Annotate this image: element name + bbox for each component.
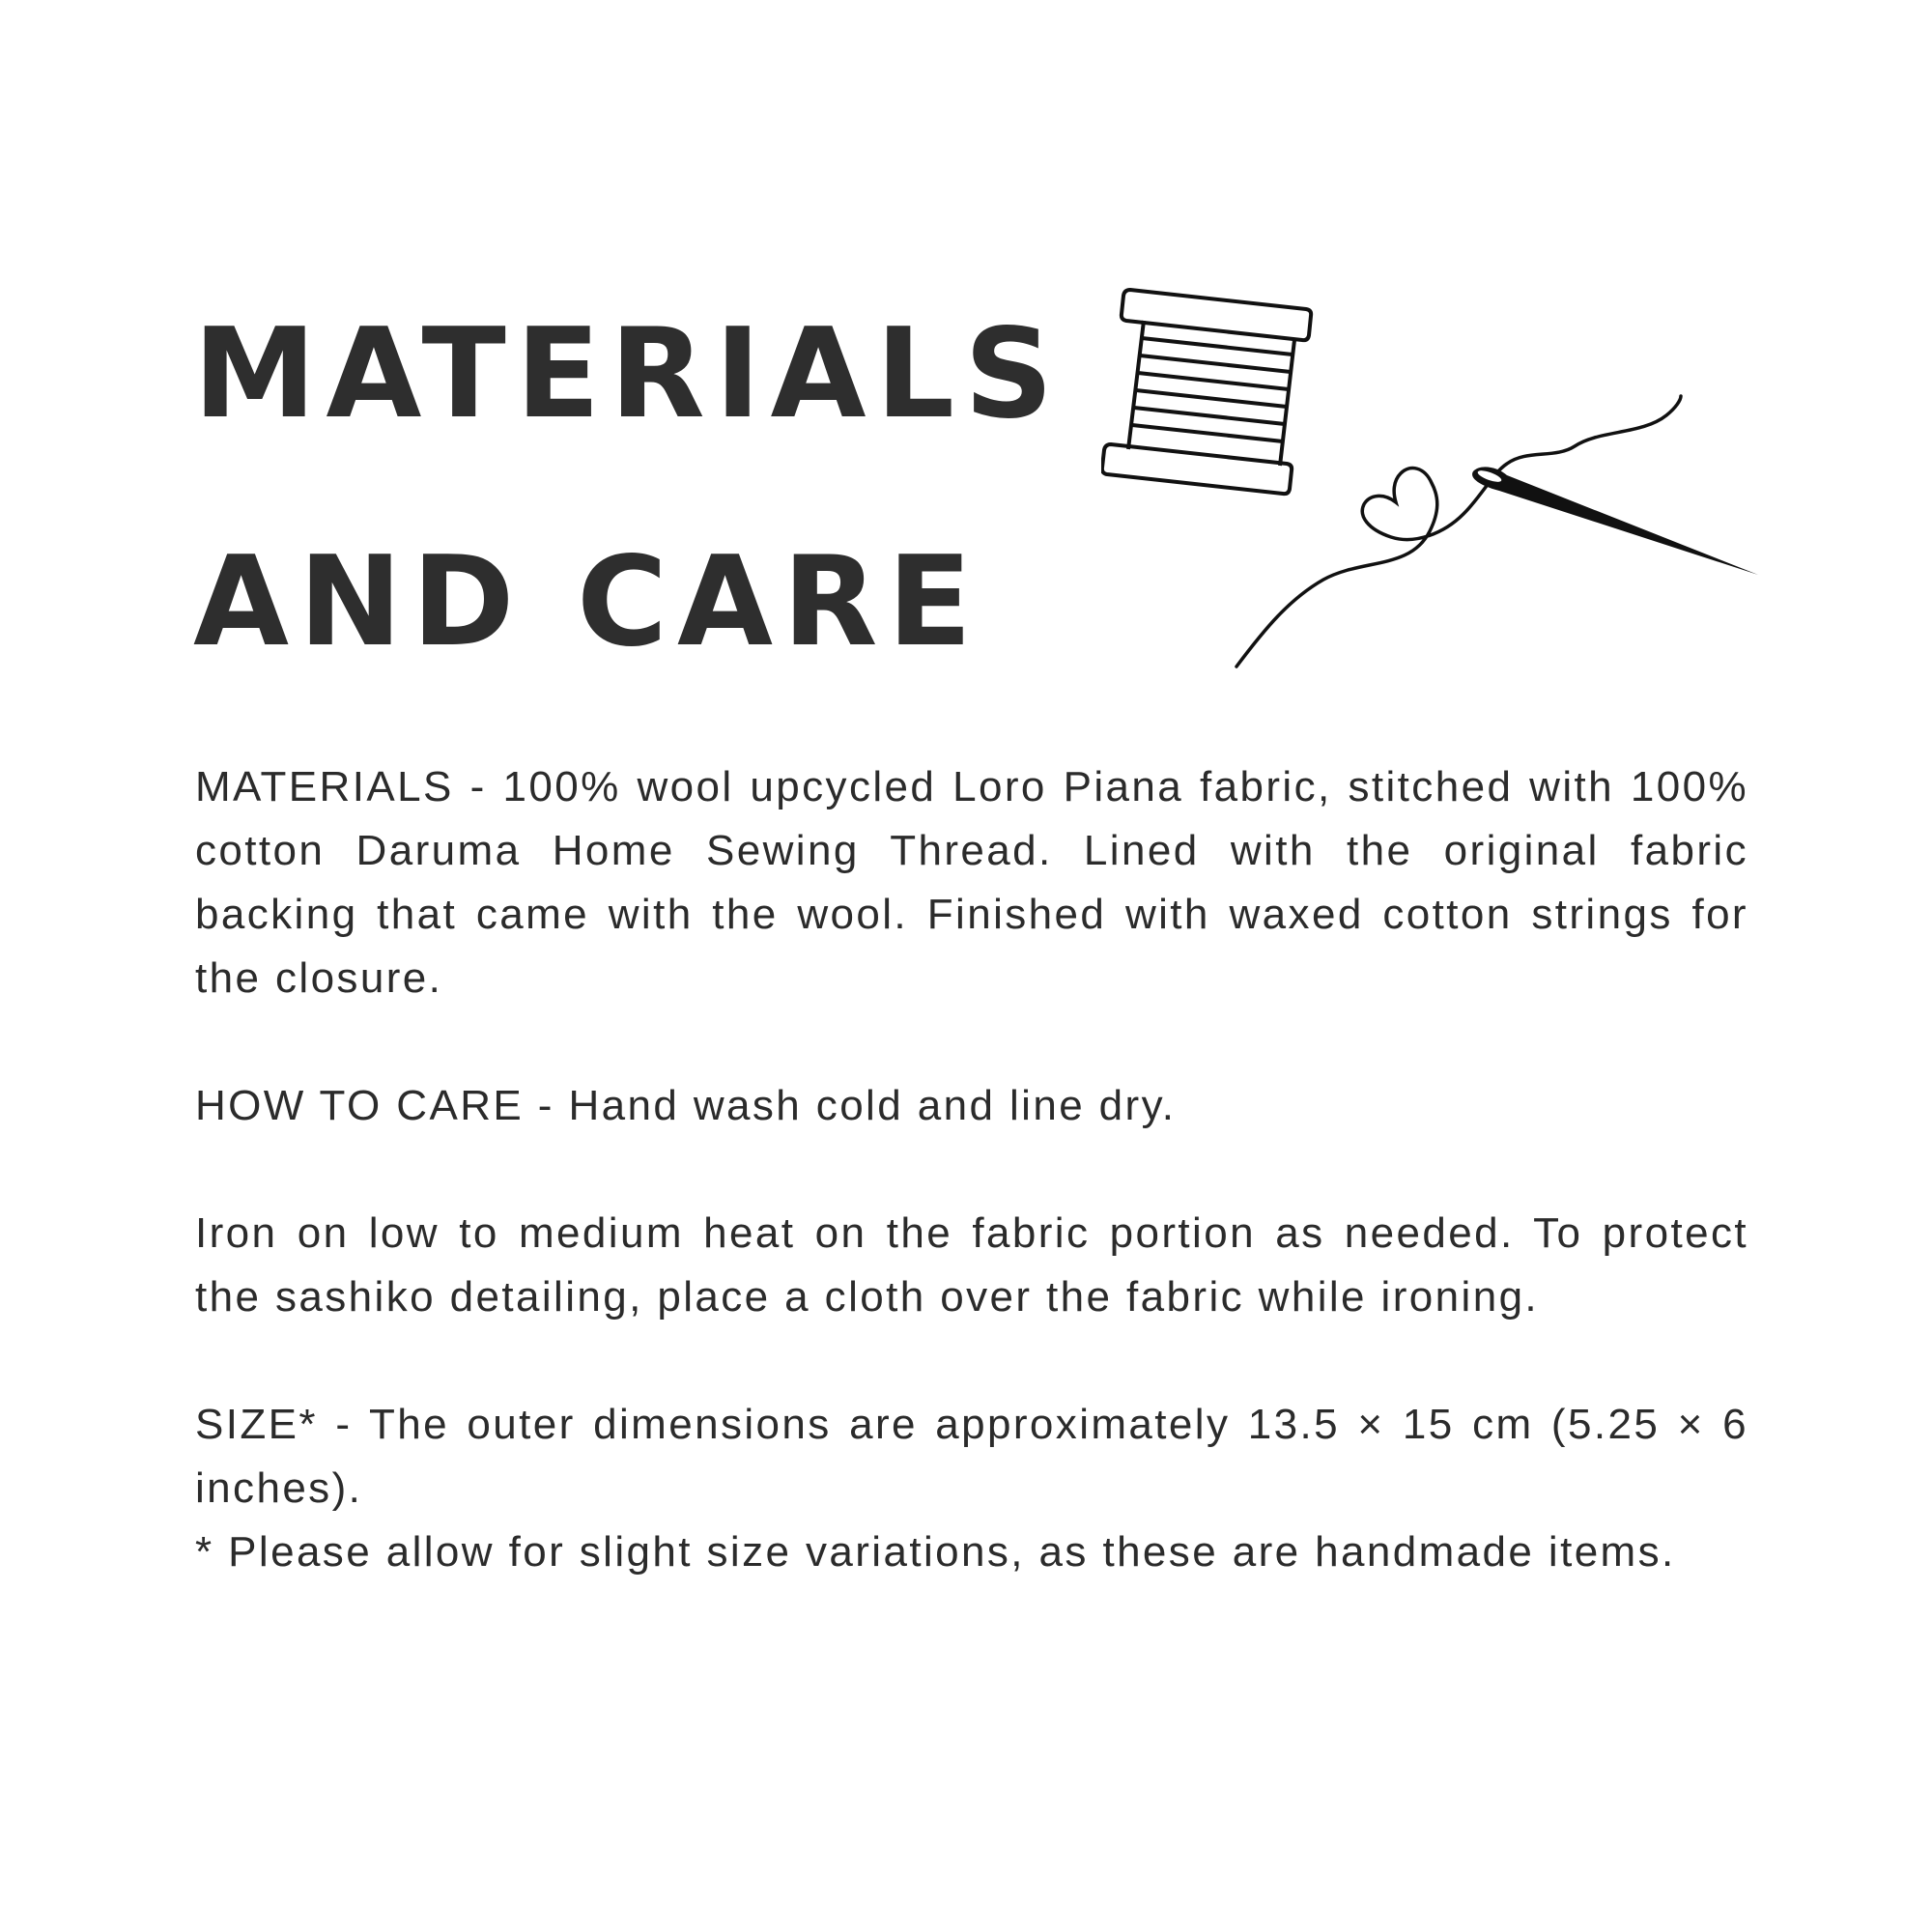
page-title [193, 261, 1063, 717]
sewing-illustration [1101, 280, 1758, 686]
title-line-1: MATERIALS [193, 302, 1064, 446]
materials-paragraph: MATERIALS - 100% wool upcycled Loro Piana fabric, stitched with 100% cotton Daruma Home Sewing Thread. Lined with the original fabric backing that came with the wool. Finished with waxed cotton strings for the closure. [195, 763, 1748, 1002]
size-paragraph [195, 1393, 1748, 1584]
how-to-care-paragraph: HOW TO CARE - Hand wash cold and line dry. [195, 1082, 1177, 1129]
content-body [195, 755, 1748, 1584]
ironing-paragraph: Iron on low to medium heat on the fabric portion as needed. To protect the sashiko detailing, place a cloth over the fabric while ironing. [195, 1209, 1748, 1321]
heart-thread-icon [1236, 396, 1681, 667]
title-line-2: AND CARE [193, 530, 981, 674]
size-text: SIZE* - The outer dimensions are approximately 13.5 × 15 cm (5.25 × 6 inches). [195, 1401, 1748, 1512]
needle-icon [1472, 467, 1758, 575]
size-note: * Please allow for slight size variations, as these are handmade items. [195, 1528, 1676, 1576]
thread-spool-icon [1102, 290, 1311, 494]
